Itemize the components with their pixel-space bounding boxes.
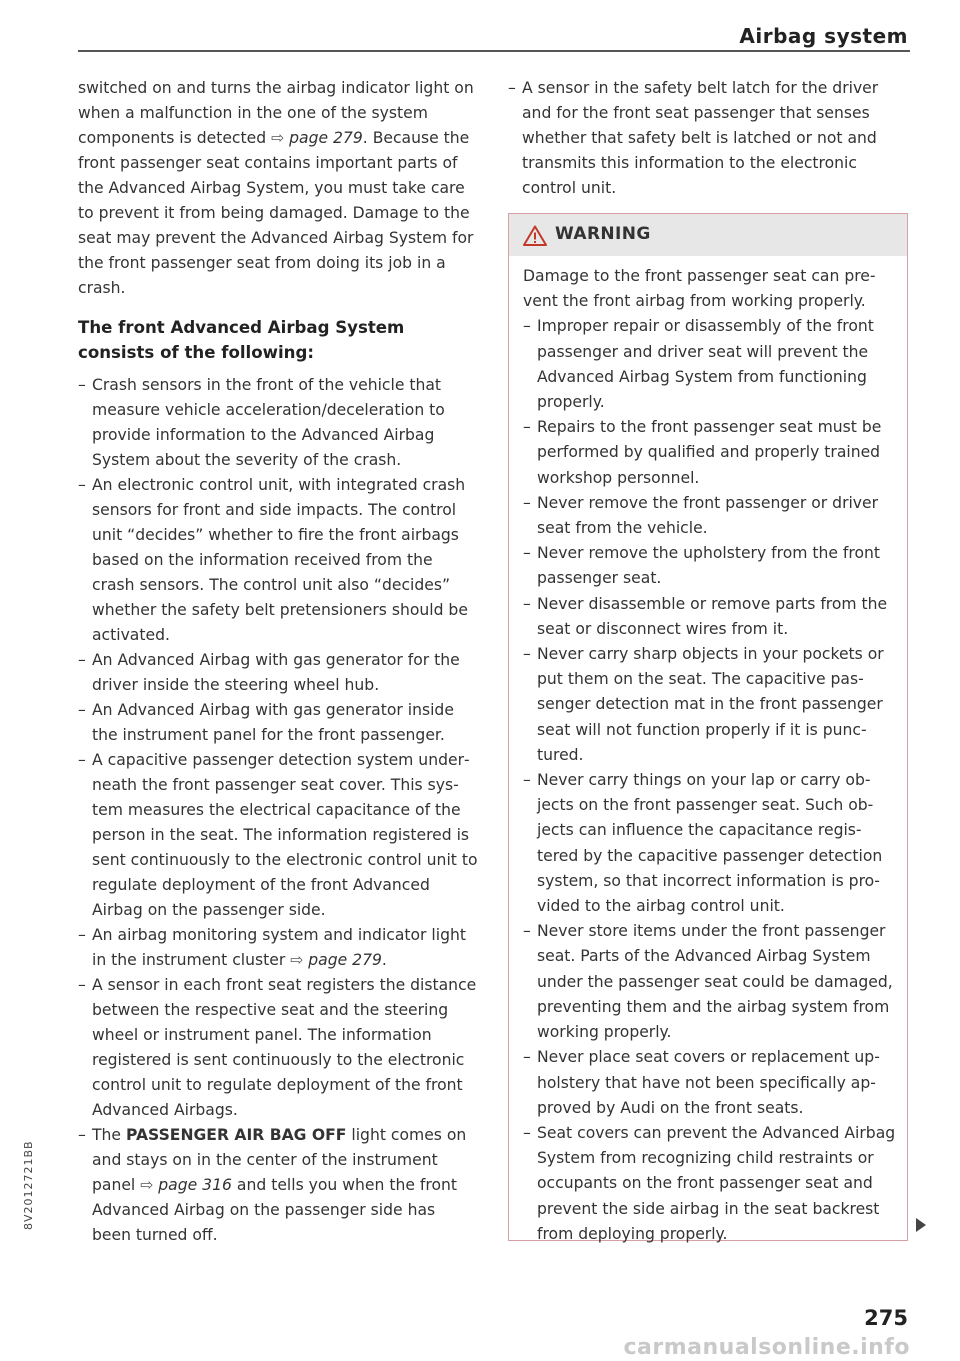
list-item: – An airbag monitoring system and indicator light in the instrument cluster ⇨ page 279. <box>78 923 478 973</box>
page-reference-link[interactable]: ⇨ page 279 <box>290 951 382 969</box>
warning-intro: Damage to the front passenger seat can prevent the front airbag from working properly. <box>523 267 876 311</box>
document-code: 8V2012721BB <box>22 1140 35 1230</box>
warning-item: – Never carry things on your lap or carry objects on the front passenger seat. Such objects can influence the capacitance registered by the capacitive passenger detection system, so that incorrect information is provided to the airbag control unit. <box>523 768 897 919</box>
list-item: – A sensor in each front seat registers the distance between the respective seat and the steering wheel or instrument panel. The information registered is sent continuously to the electronic control unit to regulate deployment of the front Advanced Airbags. <box>78 973 478 1123</box>
arrow-right-outline-icon: ⇨ <box>140 1176 154 1194</box>
warning-body <box>509 256 907 1247</box>
list-item: – An Advanced Airbag with gas generator for the driver inside the steering wheel hub. <box>78 648 478 698</box>
component-list <box>78 373 478 1248</box>
warning-item: – Never place seat covers or replacement upholstery that have not been specifically approved by Audi on the front seats. <box>523 1045 897 1121</box>
intro-paragraph: switched on and turns the airbag indicator light on when a malfunction in the one of the system components is detected ⇨ page 279. Because the front passenger seat contains important parts of the Advanced Airbag System, you must take care to prevent it from being damaged. Damage to the seat may prevent the Advanced Airbag System for the front passenger seat from doing its job in a crash. <box>78 79 474 297</box>
warning-item: – Never remove the upholstery from the front passenger seat. <box>523 541 897 591</box>
warning-list <box>523 314 897 1247</box>
page-reference-link[interactable]: ⇨ page 279 <box>271 129 363 147</box>
right-column <box>508 76 908 201</box>
header-divider <box>78 50 910 52</box>
list-item: – A sensor in the safety belt latch for the driver and for the front seat passenger that senses whether that safety belt is latched or not and transmits this information to the electronic control unit. <box>508 76 908 201</box>
warning-item: – Repairs to the front passenger seat must be performed by qualified and properly trained workshop personnel. <box>523 415 897 491</box>
warning-item: – Never carry sharp objects in your pockets or put them on the seat. The capacitive passenger detection mat in the front passenger seat will not function properly if it is punctured. <box>523 642 897 768</box>
warning-header <box>509 214 907 256</box>
watermark: carmanualsonline.info <box>623 1335 910 1360</box>
list-item: – Crash sensors in the front of the vehicle that measure vehicle acceleration/deceleration to provide information to the Advanced Airbag System about the severity of the crash. <box>78 373 478 473</box>
arrow-right-outline-icon: ⇨ <box>271 129 285 147</box>
warning-item: – Seat covers can prevent the Advanced Airbag System from recognizing child restraints or occupants on the front passenger seat and prevent the side airbag in the seat backrest from deploying properly. <box>523 1121 897 1247</box>
warning-item: – Never remove the front passenger or driver seat from the vehicle. <box>523 491 897 541</box>
component-list-continued <box>508 76 908 201</box>
warning-item: – Never store items under the front passenger seat. Parts of the Advanced Airbag System under the passenger seat could be damaged, preventing them and the airbag system from working properly. <box>523 919 897 1045</box>
section-heading: The front Advanced Airbag System consists of the following: <box>78 318 405 362</box>
indicator-name: PASSENGER AIR BAG OFF <box>125 1126 347 1144</box>
warning-item: – Improper repair or disassembly of the front passenger and driver seat will prevent the Advanced Airbag System from functioning properly. <box>523 314 897 415</box>
warning-label: WARNING <box>555 224 651 244</box>
left-column <box>78 76 478 1248</box>
list-item: – An electronic control unit, with integrated crash sensors for front and side impacts. The control unit “decides” whether to fire the front airbags based on the information received from the crash sensors. The control unit also “decides” whether the safety belt pretensioners should be activated. <box>78 473 478 648</box>
list-item: – An Advanced Airbag with gas generator inside the instrument panel for the front passenger. <box>78 698 478 748</box>
arrow-right-outline-icon: ⇨ <box>290 951 304 969</box>
continue-arrow-icon <box>916 1218 926 1232</box>
warning-box <box>508 213 908 1241</box>
warning-triangle-icon <box>523 225 547 250</box>
list-item: – The PASSENGER AIR BAG OFF light comes on and stays on in the center of the instrument panel ⇨ page 316 and tells you when the front Advanced Airbag on the passenger side has been turned off. <box>78 1123 478 1248</box>
page-reference-link[interactable]: ⇨ page 316 <box>140 1176 232 1194</box>
section-title: Airbag system <box>739 24 908 48</box>
list-item: – A capacitive passenger detection system underneath the front passenger seat cover. This system measures the electrical capacitance of the person in the seat. The information registered is sent continuously to the electronic control unit to regulate deployment of the front Advanced Airbag on the passenger side. <box>78 748 478 923</box>
warning-item: – Never disassemble or remove parts from the seat or disconnect wires from it. <box>523 592 897 642</box>
page-number: 275 <box>864 1306 908 1330</box>
